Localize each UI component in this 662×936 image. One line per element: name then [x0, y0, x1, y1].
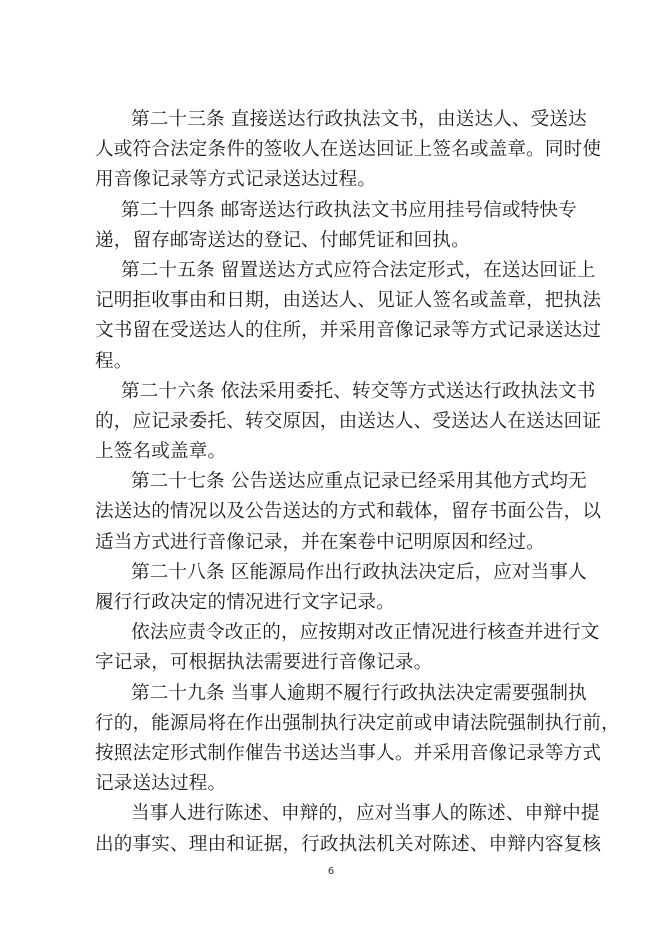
article-29-para2-line-1: 当事人进行陈述、申辩的，应对当事人的陈述、申辩中提	[131, 803, 600, 825]
document-body	[95, 105, 620, 860]
article-29-line-4: 记录送达过程。	[95, 773, 227, 795]
article-25-line-3: 文书留在受送达人的住所，并采用音像记录等方式记录送达过	[95, 320, 602, 342]
article-28-para2-line-2: 字记录，可根据执法需要进行音像记录。	[95, 652, 433, 674]
article-27-line-2: 法送达的情况以及公告送达的方式和载体，留存书面公告，以	[95, 501, 602, 523]
article-25-line-4: 程。	[95, 350, 133, 372]
article-25-line-1: 第二十五条 留置送达方式应符合法定形式，在送达回证上	[121, 259, 596, 281]
article-24-line-1: 第二十四条 邮寄送达行政执法文书应用挂号信或特快专	[121, 199, 577, 221]
article-28-para2-line-1: 依法应责令改正的，应按期对改正情况进行核查并进行文	[131, 622, 600, 644]
article-28-line-1: 第二十八条 区能源局作出行政执法决定后，应对当事人	[131, 561, 587, 583]
page-number: 6	[327, 866, 335, 877]
article-29-line-1: 第二十九条 当事人逾期不履行行政执法决定需要强制执	[131, 682, 587, 704]
article-29-line-3: 按照法定形式制作催告书送达当事人。并采用音像记录等方式	[95, 742, 602, 764]
article-24-line-2: 递，留存邮寄送达的登记、付邮凭证和回执。	[95, 229, 470, 251]
article-23-line-2: 人或符合法定条件的签收人在送达回证上签名或盖章。同时使	[95, 139, 602, 161]
article-29-line-2: 行的，能源局将在作出强制执行决定前或申请法院强制执行前，	[95, 712, 620, 734]
article-27-line-3: 适当方式进行音像记录，并在案卷中记明原因和经过。	[95, 531, 545, 553]
article-26-line-1: 第二十六条 依法采用委托、转交等方式送达行政执法文书	[121, 380, 596, 402]
article-26-line-3: 上签名或盖章。	[95, 441, 227, 463]
article-23-line-1: 第二十三条 直接送达行政执法文书，由送达人、受送达	[131, 109, 587, 130]
article-26-line-2: 的，应记录委托、转交原因，由送达人、受送达人在送达回证	[95, 410, 602, 432]
article-23-line-3: 用音像记录等方式记录送达过程。	[95, 169, 377, 191]
article-28-line-2: 履行行政决定的情况进行文字记录。	[95, 592, 395, 613]
article-25-line-2: 记明拒收事由和日期，由送达人、见证人签名或盖章，把执法	[95, 290, 602, 312]
article-29-para2-line-2: 出的事实、理由和证据，行政执法机关对陈述、申辩内容复核	[95, 833, 602, 855]
article-27-line-1: 第二十七条 公告送达应重点记录已经采用其他方式均无	[131, 471, 587, 493]
